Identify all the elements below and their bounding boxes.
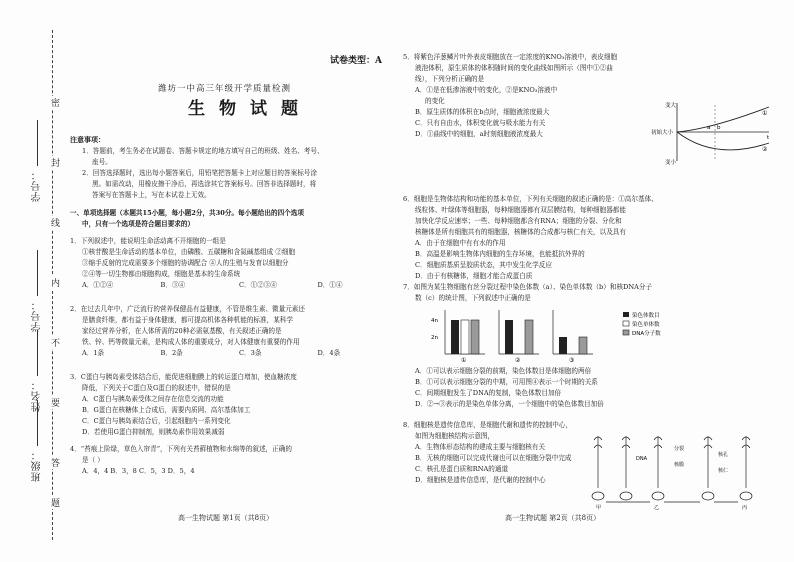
question-line: 5．将紫色洋葱鳞片叶外表皮细胞放在一定浓度的KNO₃溶液中，表皮细胞: [403, 53, 618, 61]
bar-a: [505, 320, 513, 354]
cut-mark: 线: [49, 218, 59, 227]
margin-field-name: 姓名：: [30, 330, 45, 412]
question-line: C．C蛋白与胰岛素结合后，引起细胞内一系列变化: [82, 417, 231, 425]
bar-a: [559, 337, 567, 354]
question-line: C．间期细胞发生了DNA的复制，染色体数目加倍: [415, 389, 562, 397]
question-line: 加快化学反应速率；一些、每种细胞都含有RNA；细胞的分裂、分化和: [415, 217, 622, 225]
cut-mark: 题: [49, 498, 59, 507]
cut-mark: 要: [49, 398, 59, 407]
question-line: A．①可以表示细胞分裂的前期，染色体数目是体细胞的两倍: [415, 367, 592, 375]
question-4: [70, 444, 396, 477]
notice-line: 答案写在答题卡上，写在本试卷上无效。: [92, 191, 211, 199]
question-line: 7．如图为某生物细胞有丝分裂过程中染色体数（a）、染色单体数（b）和核DNA分子: [403, 283, 653, 291]
question-7-options: [403, 366, 775, 410]
question-line: 铁、锌、钙等微量元素，是构成人体的重要成分，对人体健康有重要的作用: [82, 338, 300, 346]
curve-1: [677, 107, 769, 132]
group-label: ③: [569, 357, 575, 364]
question-line: B．①可以表示细胞分裂的中期，可用图④表示一个时期的关系: [415, 378, 598, 386]
bar-b: [461, 320, 469, 354]
diagram-label: DNA: [636, 456, 648, 462]
legend-item: 染色体数目: [632, 313, 660, 319]
option-c: C．3条: [239, 349, 262, 357]
question-line: A．由于在细胞中有有水的作用: [415, 239, 506, 247]
question-line: 1．下列叙述中，能说明生命活动离不开细胞的一组是: [70, 237, 226, 245]
question-line: D．若使用G蛋白抑制剂，则胰岛素作用效果减弱: [82, 428, 225, 436]
notice-list: [70, 146, 396, 201]
question-line: 8．细胞核是遗传信息库，是细胞代谢和遗传的控制中心，: [403, 421, 573, 429]
section-title: 中，只有一个选项是符合题目要求的）: [82, 220, 195, 228]
y-tick-2n: 2n: [431, 335, 438, 341]
question-line: D．①曲线中的细胞，a时刻细胞液浓度最大: [415, 130, 543, 138]
diagram-label: 核仁: [718, 468, 729, 474]
diagram-label: 甲: [596, 505, 602, 510]
question-line: B．原生质体的体积在b点时，细胞液浓度最大: [415, 108, 550, 116]
mark-a: a: [707, 125, 711, 131]
page-1: [70, 0, 396, 562]
options-row: [70, 280, 396, 291]
question-line: 液泡体积，原生质体的体积随时间的变化曲线如图所示（图中①②曲: [415, 64, 613, 72]
y-axis-bottom-label: 变小: [665, 160, 677, 165]
diagram-label: 核膜: [674, 462, 685, 468]
notice-line: 1．答题前，考生务必在试题卷、答题卡规定的地方填写自己的班级、姓名、考号、: [82, 147, 324, 155]
question-line: 4．“苔痕上阶绿，草色入帘青”，下列有关苔藓植物和水绵等的叙述，正确的: [70, 445, 292, 453]
question-line: A．4，4 B．3，8 C．5，3 D．5，4: [82, 467, 195, 475]
question-line: B．高温是影响生物体内细胞的生存环境，也能抵抗外界的: [415, 250, 585, 258]
question-line: 核糖体是所有细胞共有的细胞器，核糖体的合成都与核仁有关，以及具有: [415, 228, 626, 236]
origin-label: 初始大小: [651, 130, 674, 136]
question-line: 是膳食纤维，都有益于身体健康，都可提高机体各种机能的标准，某科学: [82, 316, 293, 324]
margin-field-class: 班级：: [30, 400, 45, 482]
margin-field-exam-number: 学号：: [30, 250, 45, 332]
question-line: B．无核的细胞可以完成代谢也可以在细胞分裂中完成: [415, 454, 572, 462]
bar-c: [579, 337, 587, 354]
question-line: 如图为细胞核结构示意图，: [415, 432, 495, 440]
option-d: D．①④: [317, 281, 343, 289]
question-line: 是（ ）: [82, 456, 104, 464]
bar-group-3: [553, 310, 593, 364]
question-line: ③缩手反射的完成需要多个细胞的协调配合 ④人的生殖与发育以细胞分: [82, 259, 289, 267]
option-a: A．1条: [82, 349, 105, 357]
question-line: ②④等一切生物都由细胞构成，细胞是基本的生命系统: [82, 270, 241, 278]
cut-mark: 密: [49, 98, 59, 107]
question-line: A．C蛋白与胰岛素受体之间存在信息交流的功能: [82, 395, 224, 403]
curve-2: [677, 132, 769, 150]
legend-item: DNA分子数: [632, 331, 661, 337]
diagram-label: 分裂: [674, 446, 685, 452]
notice-line: 黑。如需改动，用橡皮擦干净后，再选涂其它答案标号。回答非选择题时，将: [92, 180, 317, 188]
curve-1-label: ①: [762, 110, 768, 117]
notice-title: 注意事项：: [70, 135, 105, 144]
chromosome-bar-figure: [423, 306, 723, 364]
section-title: 一、单项选择题（本题共15小题，每小题2分，共30分。每小题给出的四个选项: [70, 209, 304, 217]
y-axis-top-label: 变大: [665, 103, 677, 109]
section-heading: [70, 208, 396, 230]
question-line: A．生物体形态结构的建成主要与细胞核有关: [415, 443, 546, 451]
question-line: D．由于有核糖体，细胞才能合成蛋白质: [415, 272, 533, 280]
page-footer: 高一生物试题 第1页（共8页）: [178, 514, 274, 522]
bar-group-1: [445, 310, 485, 364]
margin-field-id: 学号：: [30, 120, 45, 202]
question-line: C．细胞质基质呈胶质状态，其中发生化学反应: [415, 261, 552, 269]
option-a: A．①②④: [82, 281, 114, 289]
school-name: 潍坊一中高三年级开学质量检测: [158, 84, 292, 94]
cut-mark: 答: [49, 458, 59, 467]
question-line: C．核孔是蛋白质和RNA的通道: [415, 465, 509, 473]
y-tick-4n: 4n: [431, 318, 438, 324]
page-footer: 高一生物试题 第2页（共8页）: [505, 514, 601, 522]
bar-c: [525, 320, 533, 354]
notice-line: 2．回答选择题时，选出每小题答案后，用铅笔把答题卡上对应题目的答案标号涂: [82, 169, 317, 177]
chart-legend: [623, 311, 661, 337]
page-2: [403, 0, 775, 562]
group-label: ②: [515, 357, 521, 364]
binding-margin: [0, 0, 62, 562]
question-3: [70, 372, 396, 438]
paper-type: 试卷类型：A: [330, 56, 382, 66]
curve-2-label: ②: [762, 146, 768, 153]
question-line: 的变化: [425, 97, 445, 105]
group-label: ①: [461, 357, 467, 364]
bar-c: [471, 320, 479, 354]
option-c: C．①②③④: [239, 281, 278, 289]
x-axis-label: t: [767, 135, 770, 141]
question-line: D．细胞核是遗传信息库，是代谢的控制中心: [415, 476, 546, 484]
question-line: 降低，下列关于C蛋白及G蛋白的叙述中，错误的是: [82, 384, 231, 392]
question-line: 线粒体、叶绿体等细胞器，每种细胞器都有双层膜结构，每种细胞器都能: [415, 206, 626, 214]
cut-mark: 内: [49, 278, 59, 287]
question-line: ①核苷酸是生命活动的基本单位，由磷酸、五碳糖和含氮碱基组成 ②细胞: [82, 248, 296, 256]
bar-group-2: [499, 310, 539, 364]
question-line: B．G蛋白在核糖体上合成后，需要内质网、高尔基体加工: [82, 406, 251, 414]
nucleus-diagram: [588, 426, 768, 510]
cut-mark: 封: [49, 158, 59, 167]
question-line: 6．细胞是生物体结构和功能的基本单位，下列有关细胞的叙述正确的是：①高尔基体、: [403, 195, 658, 203]
question-line: 3．C蛋白与胰岛素受体结合后，能促进细胞膜上的转运蛋白增加，使血糖浓度: [70, 373, 297, 381]
notice-line: 座号。: [92, 158, 112, 166]
question-1: [70, 236, 396, 291]
volume-curve-figure: [651, 99, 773, 165]
question-2: [70, 304, 396, 359]
question-line: 2．在过去几年中，广泛流行的营养保健品有益健康，不管是维生素、微量元素还: [70, 305, 305, 313]
bar-a: [451, 320, 459, 354]
question-line: 数（c）的统计图，下列叙述中正确的是: [415, 294, 531, 302]
option-b: B．2条: [160, 349, 183, 357]
diagram-label: 乙: [654, 505, 660, 510]
diagram-label: 丙: [742, 505, 748, 510]
cut-mark: 不: [49, 338, 59, 347]
page-title: 生物试题: [188, 99, 312, 119]
question-line: 线），下列分析正确的是: [415, 75, 485, 83]
question-line: C．只有自由水，体积变化就与吸水能力有关: [415, 119, 546, 127]
question-7: [403, 282, 775, 304]
diagram-label: 核孔: [718, 452, 729, 458]
question-line: A．①是在低渗溶液中的变化，②是KNO₃溶液中: [415, 86, 558, 94]
question-6: [403, 194, 775, 282]
option-d: D．4条: [317, 349, 341, 357]
options-row: [70, 348, 396, 359]
question-line: 家经过营养分析，在人体所需的20种必需氨基酸，有关叙述正确的是: [82, 327, 282, 335]
question-line: D．②→③表示的是染色单体分离，一个细胞中的染色体数目加倍: [415, 400, 604, 408]
mark-b: b: [717, 125, 721, 131]
legend-item: 染色单体数: [632, 322, 660, 328]
option-b: B．③④: [160, 281, 186, 289]
